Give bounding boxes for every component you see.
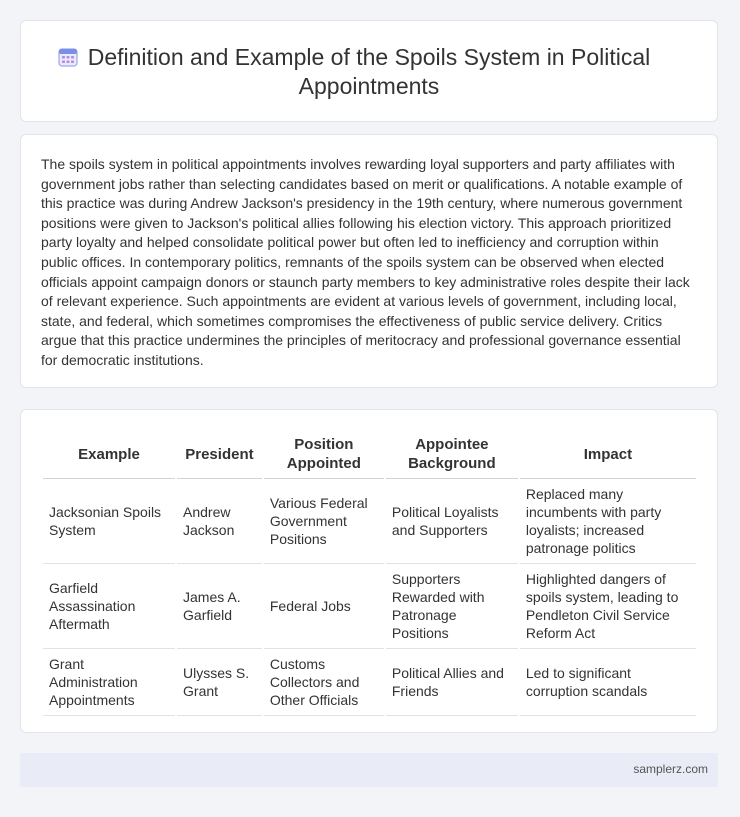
header-president: President <box>177 430 262 479</box>
cell-background: Political Loyalists and Supporters <box>386 479 518 564</box>
footer <box>20 753 718 787</box>
table-header-row <box>43 430 696 479</box>
cell-background: Political Allies and Friends <box>386 649 518 716</box>
cell-president: Andrew Jackson <box>177 479 262 564</box>
examples-table <box>41 430 698 716</box>
cell-impact: Led to significant corruption scandals <box>520 649 696 716</box>
description-card <box>20 134 718 388</box>
header-background: Appointee Background <box>386 430 518 479</box>
title-card <box>20 20 718 122</box>
page-title <box>21 43 717 101</box>
cell-impact: Highlighted dangers of spoils system, leading to Pendleton Civil Service Reform Act <box>520 564 696 649</box>
cell-position: Customs Collectors and Other Officials <box>264 649 384 716</box>
cell-example: Garfield Assassination Aftermath <box>43 564 175 649</box>
cell-example: Grant Administration Appointments <box>43 649 175 716</box>
table-card <box>20 409 718 733</box>
header-position: Position Appointed <box>264 430 384 479</box>
cell-president: Ulysses S. Grant <box>177 649 262 716</box>
cell-position: Federal Jobs <box>264 564 384 649</box>
header-example: Example <box>43 430 175 479</box>
page-title-line2: Appointments <box>298 73 440 99</box>
table-row <box>43 564 696 649</box>
cell-background: Supporters Rewarded with Patronage Positions <box>386 564 518 649</box>
footer-site-link[interactable]: samplerz.com <box>633 762 708 776</box>
page-title-line1: Definition and Example of the Spoils System in Political <box>87 44 651 70</box>
description-text: The spoils system in political appointments involves rewarding loyal supporters and party affiliates with government jobs rather than selecting candidates based on merit or qualifications. A notable example of this practice was during Andrew Jackson's presidency in the 19th century, where numerous government positions were given to Jackson's political allies following his election victory. This approach prioritized party loyalty and helped consolidate political power but often led to inefficiency and corruption within public offices. In contemporary politics, remnants of the spoils system can be observed when elected officials appoint campaign donors or staunch party members to key administrative roles despite their lack of relevant experience. Such appointments are evident at various levels of government, including local, state, and federal, which sometimes compromises the effectiveness of public service delivery. Critics argue that this practice undermines the principles of meritocracy and professional governance essential for democratic institutions. <box>41 156 690 368</box>
cell-position: Various Federal Government Positions <box>264 479 384 564</box>
table-row <box>43 479 696 564</box>
cell-impact: Replaced many incumbents with party loyalists; increased patronage politics <box>520 479 696 564</box>
cell-president: James A. Garfield <box>177 564 262 649</box>
cell-example: Jacksonian Spoils System <box>43 479 175 564</box>
header-impact: Impact <box>520 430 696 479</box>
table-row <box>43 649 696 716</box>
